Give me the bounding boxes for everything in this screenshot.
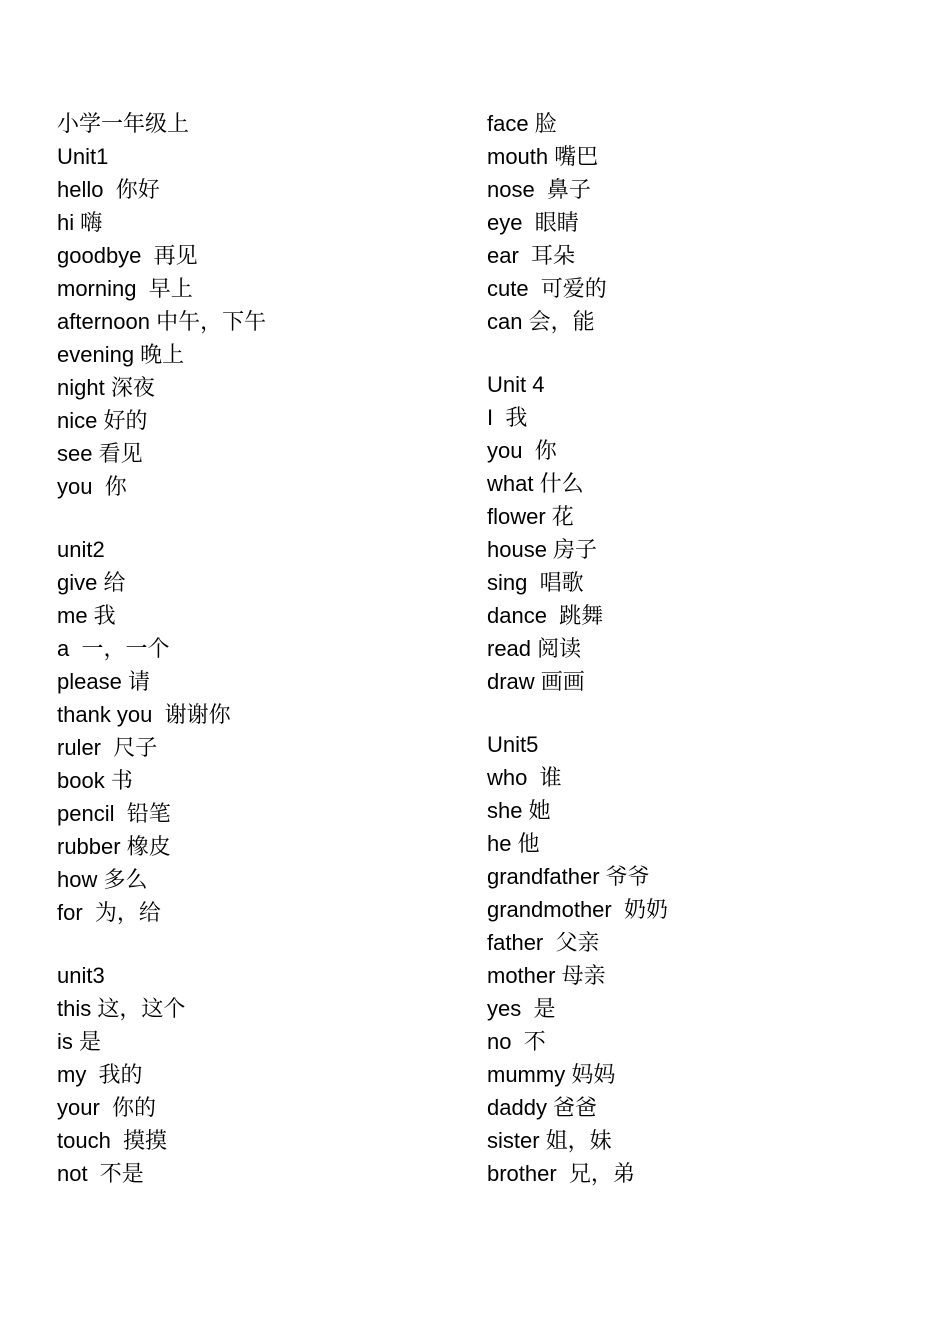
vocab-line: touch 摸摸: [57, 1128, 168, 1153]
vocab-line: mother 母亲: [487, 963, 606, 988]
vocab-line: he 他: [487, 831, 540, 856]
vocab-line: ruler 尺子: [57, 735, 158, 760]
vocab-line: father 父亲: [487, 930, 600, 955]
vocab-line: brother 兄，弟: [487, 1161, 635, 1186]
vocab-line: eye 眼睛: [487, 210, 579, 235]
vocab-line: not 不是: [57, 1161, 144, 1186]
vocab-line: 小学一年级上: [57, 111, 190, 136]
vocab-line: how 多么: [57, 867, 148, 892]
vocab-line: who 谁: [487, 765, 562, 790]
spacer: [57, 929, 457, 959]
vocab-line: evening 晚上: [57, 342, 185, 367]
vocab-line: thank you 谢谢你: [57, 702, 231, 727]
vocab-line: sing 唱歌: [487, 570, 584, 595]
vocab-line: pencil 铅笔: [57, 801, 171, 826]
vocab-line: see 看见: [57, 441, 143, 466]
vocab-line: my 我的: [57, 1062, 143, 1087]
vocab-line: unit2: [57, 537, 105, 562]
vocab-line: afternoon 中午，下午: [57, 309, 267, 334]
vocab-line: nose 鼻子: [487, 177, 591, 202]
vocab-line: unit3: [57, 963, 105, 988]
vocab-line: night 深夜: [57, 375, 155, 400]
vocab-line: book 书: [57, 768, 133, 793]
vocab-line: give 给: [57, 570, 126, 595]
vocab-line: you 你: [57, 474, 127, 499]
spacer: [487, 338, 887, 368]
vocab-line: dance 跳舞: [487, 603, 604, 628]
vocab-line: hi 嗨: [57, 210, 103, 235]
vocab-line: flower 花: [487, 504, 574, 529]
vocab-line: yes 是: [487, 996, 556, 1021]
vocab-line: I 我: [487, 405, 528, 430]
vocab-line: your 你的: [57, 1095, 157, 1120]
vocab-line: mouth 嘴巴: [487, 144, 599, 169]
right-column: [487, 107, 887, 1190]
vocab-line: ear 耳朵: [487, 243, 576, 268]
spacer: [57, 503, 457, 533]
vocab-line: you 你: [487, 438, 557, 463]
vocab-line: sister 姐，妹: [487, 1128, 612, 1153]
vocab-line: nice 好的: [57, 408, 148, 433]
vocab-line: Unit1: [57, 144, 109, 169]
vocab-line: morning 早上: [57, 276, 193, 301]
spacer: [487, 698, 887, 728]
vocab-line: is 是: [57, 1029, 102, 1054]
vocab-line: rubber 橡皮: [57, 834, 171, 859]
vocab-line: grandfather 爷爷: [487, 864, 650, 889]
vocab-line: grandmother 奶奶: [487, 897, 668, 922]
vocab-line: Unit5: [487, 732, 539, 757]
vocab-line: what 什么: [487, 471, 584, 496]
vocab-line: daddy 爸爸: [487, 1095, 598, 1120]
vocab-line: this 这，这个: [57, 996, 186, 1021]
vocab-line: cute 可爱的: [487, 276, 607, 301]
vocab-line: Unit 4: [487, 372, 545, 397]
vocab-line: hello 你好: [57, 177, 160, 202]
vocab-line: goodbye 再见: [57, 243, 198, 268]
vocab-line: me 我: [57, 603, 116, 628]
vocab-line: house 房子: [487, 537, 598, 562]
vocab-line: draw 画画: [487, 669, 585, 694]
vocab-line: face 脸: [487, 111, 557, 136]
vocab-line: for 为，给: [57, 900, 161, 925]
left-column: [57, 107, 457, 1190]
vocab-line: please 请: [57, 669, 150, 694]
vocab-line: no 不: [487, 1029, 546, 1054]
vocab-line: a 一，一个: [57, 636, 170, 661]
vocab-line: mummy 妈妈: [487, 1062, 616, 1087]
vocab-line: she 她: [487, 798, 551, 823]
vocab-line: can 会，能: [487, 309, 595, 334]
vocab-line: read 阅读: [487, 636, 582, 661]
